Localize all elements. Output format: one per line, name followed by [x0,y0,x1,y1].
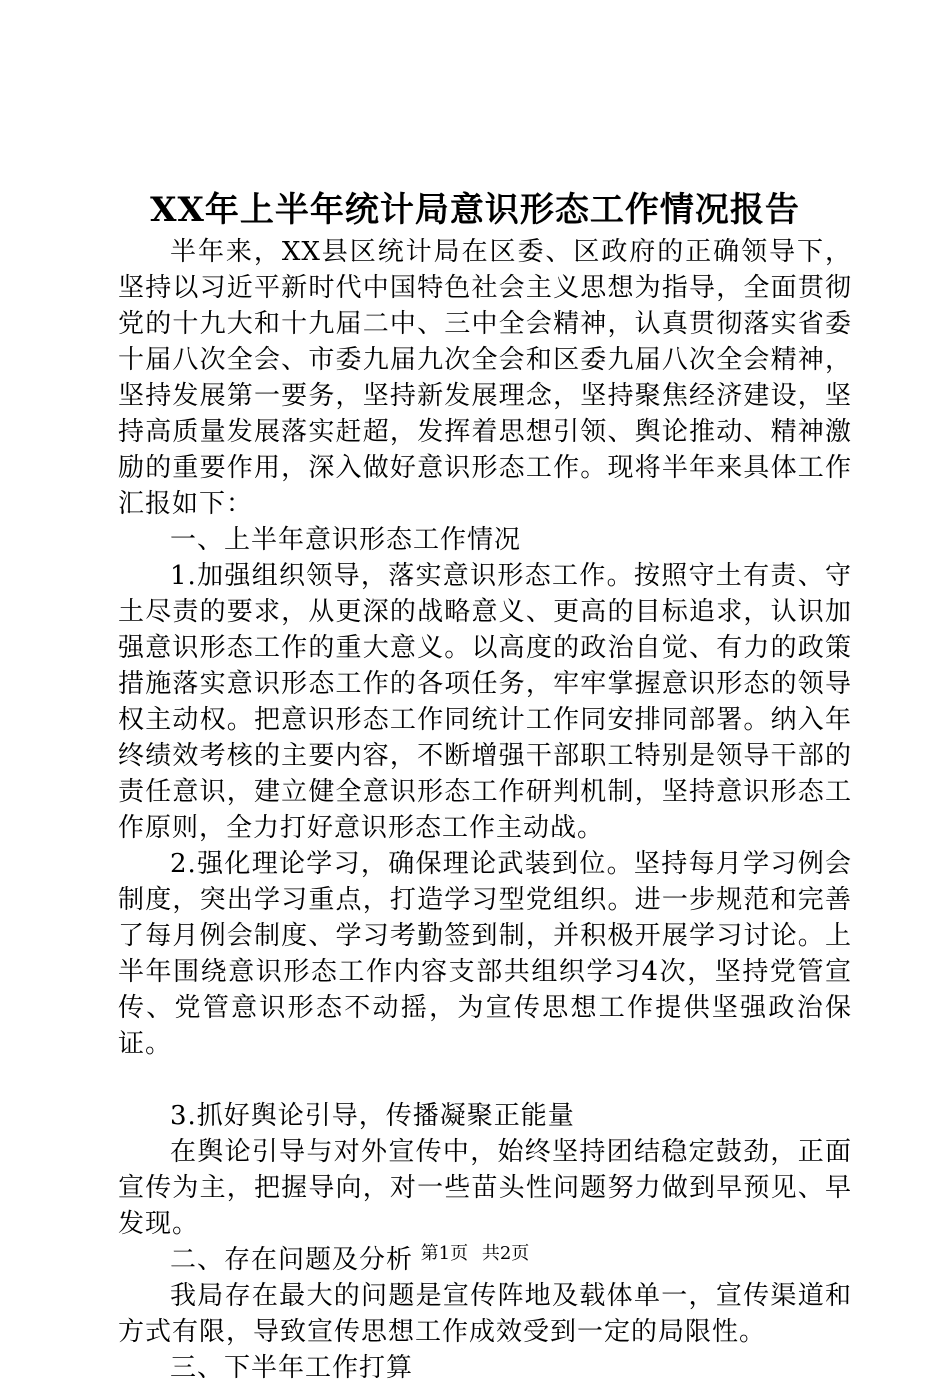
paragraph-gap [118,1062,852,1098]
page-number: 第1页 [420,1243,469,1264]
page-total: 共2页 [481,1243,530,1264]
document-title: XX年上半年统计局意识形态工作情况报告 [150,190,800,230]
paragraph-item-1: 1.加强组织领导，落实意识形态工作。按照守土有责、守土尽责的要求，从更深的战略意义、更高的目标追求，认识加强意识形态工作的重大意义。以高度的政治自觉、有力的政策措施落实意识形态工作的各项任务，牢牢掌握意识形态的领导权主动权。把意识形态工作同统计工作同安排同部署。纳入年终绩效考核的主要内容，不断增强干部职工特别是领导干部的责任意识，建立健全意识形态工作研判机制，坚持意识形态工作原则，全力打好意识形态工作主动战。 [118,561,852,843]
section-heading-1: 一、上半年意识形态工作情况 [170,525,522,555]
page-footer [0,1240,950,1268]
document-body [118,234,852,1386]
paragraph-problem: 我局存在最大的问题是宣传阵地及载体单一，宣传渠道和方式有限，导致宣传思想工作成效受到一定的局限性。 [118,1281,852,1347]
paragraph-item-3-heading: 3.抓好舆论引导，传播凝聚正能量 [170,1101,575,1131]
paragraph-intro: 半年来，XX县区统计局在区委、区政府的正确领导下，坚持以习近平新时代中国特色社会主义思想为指导，全面贯彻党的十九大和十九届二中、三中全会精神，认真贯彻落实省委十届八次全会、市委九届九次全会和区委九届八次全会精神，坚持发展第一要务，坚持新发展理念，坚持聚焦经济建设，坚持高质量发展落实赶超，发挥着思想引领、舆论推动、精神激励的重要作用，深入做好意识形态工作。现将半年来具体工作汇报如下： [118,237,852,519]
section-heading-3: 三、下半年工作打算 [170,1353,414,1383]
paragraph-item-3-body: 在舆论引导与对外宣传中，始终坚持团结稳定鼓劲，正面宣传为主，把握导向，对一些苗头性问题努力做到早预见、早发现。 [118,1137,852,1239]
paragraph-item-2: 2.强化理论学习，确保理论武装到位。坚持每月学习例会制度，突出学习重点，打造学习型党组织。进一步规范和完善了每月例会制度、学习考勤签到制，并积极开展学习讨论。上半年围绕意识形态工作内容支部共组织学习4次，坚持党管宣传、党管意识形态不动摇，为宣传思想工作提供坚强政治保证。 [118,849,852,1059]
section-heading-2: 二、存在问题及分析 [170,1245,414,1275]
